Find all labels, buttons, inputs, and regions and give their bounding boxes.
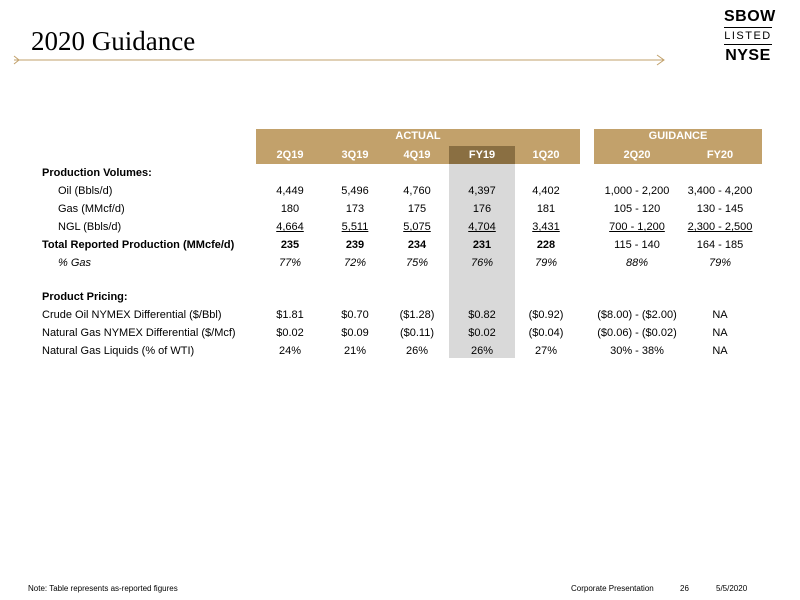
table-cell: 239: [345, 239, 365, 251]
table-cell: 3,400 - 4,200: [687, 185, 753, 197]
logo-listed: LISTED: [724, 30, 772, 42]
table-cell: 231: [472, 239, 492, 251]
table-cell: ($0.92): [528, 309, 564, 321]
table-cell: ($0.06) - ($0.02): [597, 327, 677, 339]
row-label-oil: Oil (Bbls/d): [58, 185, 113, 197]
logo-ticker: SBOW: [724, 8, 776, 25]
table-cell: 228: [536, 239, 556, 251]
table-cell: 27%: [534, 345, 558, 357]
page-title: 2020 Guidance: [31, 26, 196, 56]
table-cell: 4,397: [468, 185, 496, 197]
sbow-nyse-logo: [724, 8, 776, 64]
row-label-total-production: Total Reported Production (MMcfe/d): [42, 239, 235, 251]
table-cell: 30% - 38%: [610, 345, 664, 357]
table-cell: 130 - 145: [696, 203, 744, 215]
footer-note: Note: Table represents as-reported figures: [28, 584, 178, 593]
table-cell: 700 - 1,200: [609, 221, 665, 233]
table-cell: 3,431: [532, 221, 560, 233]
table-cell: 164 - 185: [696, 239, 744, 251]
table-cell: 77%: [278, 257, 302, 269]
row-label-gas: Gas (MMcf/d): [58, 203, 125, 215]
table-cell: $0.70: [341, 309, 369, 321]
table-cell: 180: [280, 203, 300, 215]
table-cell: 176: [472, 203, 492, 215]
table-cell: 79%: [708, 257, 732, 269]
col-header-4q19: 4Q19: [403, 149, 431, 161]
row-label-crude-differential: Crude Oil NYMEX Differential ($/Bbl): [42, 309, 222, 321]
table-cell: 235: [280, 239, 300, 251]
footer-date: 5/5/2020: [716, 584, 748, 593]
table-cell: 234: [407, 239, 427, 251]
table-cell: $0.82: [468, 309, 496, 321]
table-cell: 5,496: [341, 185, 369, 197]
table-cell: ($8.00) - ($2.00): [597, 309, 677, 321]
table-cell: 4,704: [468, 221, 496, 233]
col-header-3q19: 3Q19: [341, 149, 369, 161]
table-cell: 5,075: [403, 221, 431, 233]
table-cell: 175: [407, 203, 427, 215]
col-header-fy19: FY19: [468, 149, 496, 161]
table-cell: 1,000 - 2,200: [604, 185, 670, 197]
row-label-gas-differential: Natural Gas NYMEX Differential ($/Mcf): [42, 327, 236, 339]
table-cell: 79%: [534, 257, 558, 269]
logo-exchange: NYSE: [725, 47, 771, 64]
col-header-1q20: 1Q20: [532, 149, 560, 161]
table-cell: 2,300 - 2,500: [687, 221, 753, 233]
table-cell: ($0.11): [399, 327, 435, 339]
table-cell: 181: [536, 203, 556, 215]
table-cell: 4,402: [532, 185, 560, 197]
footer-presentation: Corporate Presentation: [571, 584, 654, 593]
table-cell: 115 - 140: [614, 239, 660, 251]
footer-page-number: 26: [680, 584, 689, 593]
table-cell: ($1.28): [399, 309, 435, 321]
table-cell: ($0.04): [528, 327, 564, 339]
row-label-ngl: NGL (Bbls/d): [58, 221, 122, 233]
section-production-volumes: Production Volumes:: [42, 167, 152, 179]
table-cell: 88%: [625, 257, 649, 269]
table-cell: 5,511: [341, 221, 369, 233]
table-cell: NA: [712, 309, 728, 321]
col-header-2q20: 2Q20: [623, 149, 651, 161]
table-cell: 24%: [278, 345, 302, 357]
table-cell: 26%: [405, 345, 429, 357]
table-cell: 4,664: [276, 221, 304, 233]
table-cell: 76%: [470, 257, 494, 269]
table-cell: 105 - 120: [613, 203, 661, 215]
table-cell: 4,449: [276, 185, 304, 197]
title-underline-arrow: [12, 54, 667, 66]
table-cell: NA: [712, 327, 728, 339]
table-cell: $0.02: [468, 327, 496, 339]
table-cell: 4,760: [403, 185, 431, 197]
row-label-ngl-pct-wti: Natural Gas Liquids (% of WTI): [42, 345, 195, 357]
table-cell: 75%: [405, 257, 429, 269]
table-cell: $0.02: [276, 327, 304, 339]
table-cell: 173: [345, 203, 365, 215]
table-cell: NA: [712, 345, 728, 357]
table-cell: $0.09: [341, 327, 369, 339]
row-label-pct-gas: % Gas: [58, 257, 92, 269]
col-header-fy20: FY20: [706, 149, 734, 161]
actual-band-label: ACTUAL: [395, 130, 441, 142]
section-product-pricing: Product Pricing:: [42, 291, 128, 303]
guidance-band-label: GUIDANCE: [648, 130, 708, 142]
table-cell: 72%: [343, 257, 367, 269]
col-header-2q19: 2Q19: [276, 149, 304, 161]
table-cell: $1.81: [276, 309, 304, 321]
table-cell: 26%: [470, 345, 494, 357]
table-cell: 21%: [343, 345, 367, 357]
